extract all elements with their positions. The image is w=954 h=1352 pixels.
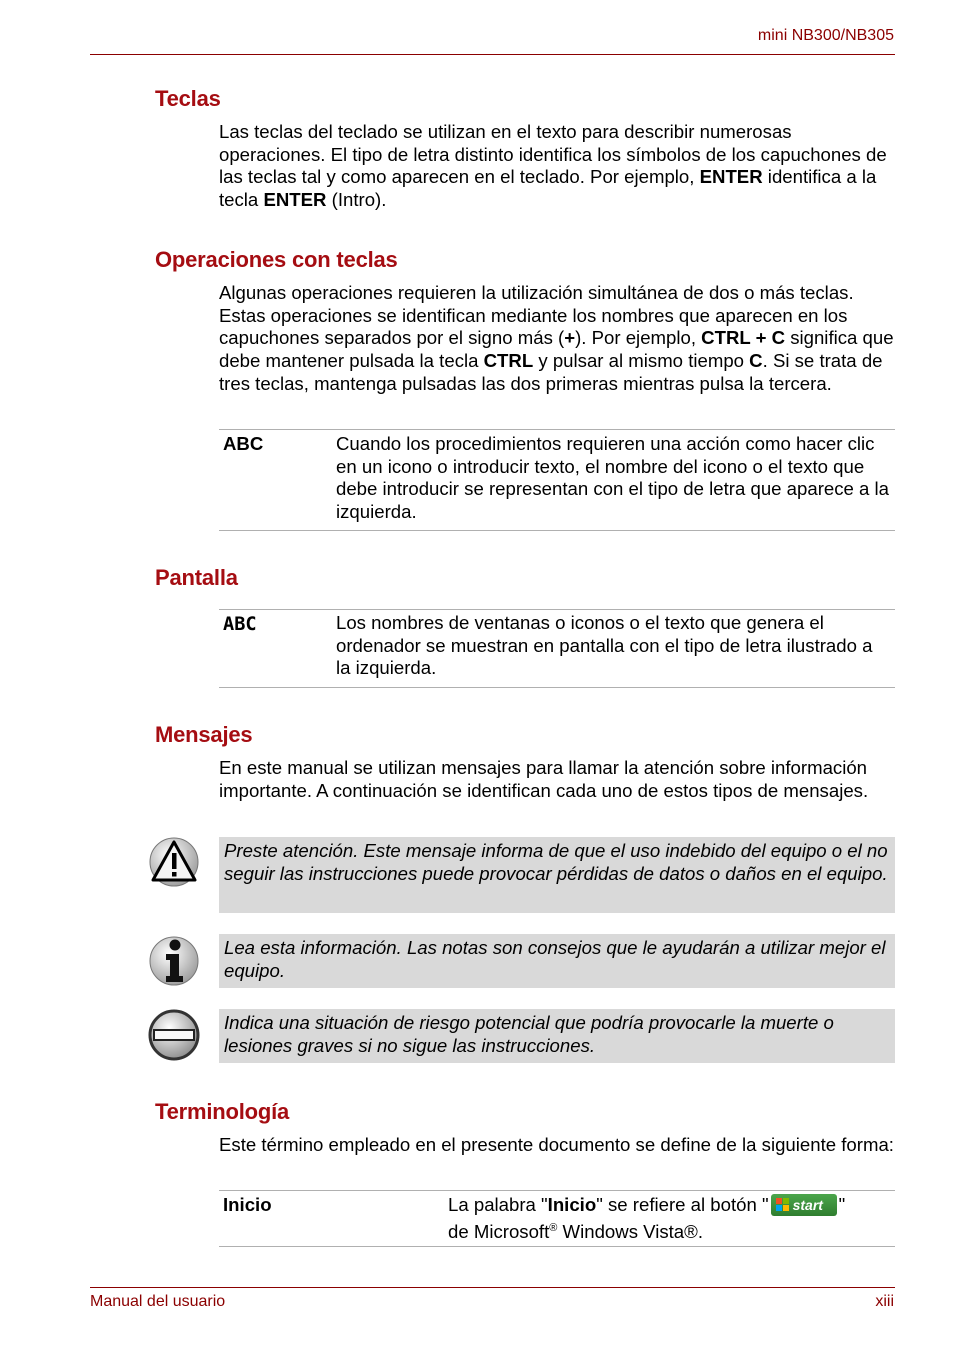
keyboard-font-table [219, 429, 895, 531]
table-term: Inicio [223, 1194, 272, 1215]
table-term: ABC [223, 433, 264, 454]
footer-rule [90, 1287, 895, 1288]
heading-operaciones: Operaciones con teclas [155, 247, 398, 272]
heading-mensajes: Mensajes [155, 722, 253, 747]
table-term: ABC [223, 614, 257, 635]
heading-pantalla: Pantalla [155, 565, 238, 590]
table-description: Cuando los procedimientos requieren una acción como hacer clic en un icono o introducir texto, el nombre del icono o el texto que debe introducir se representan con el tipo de letra que aparece a la izquierda. [336, 433, 890, 523]
terminology-table [219, 1190, 895, 1247]
footer-manual-title: Manual del usuario [90, 1293, 226, 1310]
paragraph-operaciones: Algunas operaciones requieren la utilización simultánea de dos o más teclas. Estas operaciones se identifican mediante los nombres que aparecen en los capuchones separados por el signo más (+). Por ejemplo, CTRL + C significa que debe mantener pulsada la tecla CTRL y pulsar al mismo tiempo C. Si se trata de tres teclas, mantenga pulsadas las dos primeras mientras pulsa la tercera. [219, 282, 894, 394]
windows-flag-icon [776, 1198, 790, 1212]
table-description: La palabra "Inicio" se refiere al botón " start " de Microsoft® Windows Vista®. [448, 1194, 846, 1242]
screen-font-table [219, 609, 895, 688]
header-rule [90, 54, 895, 55]
table-description: Los nombres de ventanas o iconos o el texto que genera el ordenador se muestran en pantalla con el tipo de letra ilustrado a la izquierda. [336, 612, 873, 679]
note-text: Lea esta información. Las notas son consejos que le ayudarán a utilizar mejor el equipo. [224, 937, 886, 981]
caution-text: Preste atención. Este mensaje informa de que el uso indebido del equipo o el no seguir las instrucciones puede provocar pérdidas de datos o daños en el equipo. [224, 840, 888, 884]
windows-start-button-image: start [771, 1194, 837, 1216]
paragraph-mensajes: En este manual se utilizan mensajes para llamar la atención sobre información importante. A continuación se identifican cada uno de estos tipos de mensajes. [219, 757, 869, 801]
caution-triangle-icon [148, 836, 200, 888]
heading-terminologia: Terminología [155, 1099, 290, 1124]
footer-page-number: xiii [875, 1293, 894, 1310]
warning-text: Indica una situación de riesgo potencial que podría provocarle la muerte o lesiones graves si no sigue las instrucciones. [224, 1012, 834, 1056]
running-header-model: mini NB300/NB305 [757, 27, 894, 44]
warning-message [219, 1009, 895, 1063]
heading-teclas: Teclas [155, 86, 221, 111]
prohibition-icon [148, 1009, 200, 1061]
paragraph-teclas: Las teclas del teclado se utilizan en el texto para describir numerosas operaciones. El tipo de letra distinto identifica los símbolos de los capuchones de las teclas tal y como aparecen en el teclado. Por ejemplo, ENTER identifica a la tecla ENTER (Intro). [219, 121, 887, 211]
info-icon [148, 935, 200, 987]
caution-message [219, 837, 895, 913]
paragraph-terminologia: Este término empleado en el presente documento se define de la siguiente forma: [219, 1134, 894, 1155]
note-message [219, 934, 895, 988]
